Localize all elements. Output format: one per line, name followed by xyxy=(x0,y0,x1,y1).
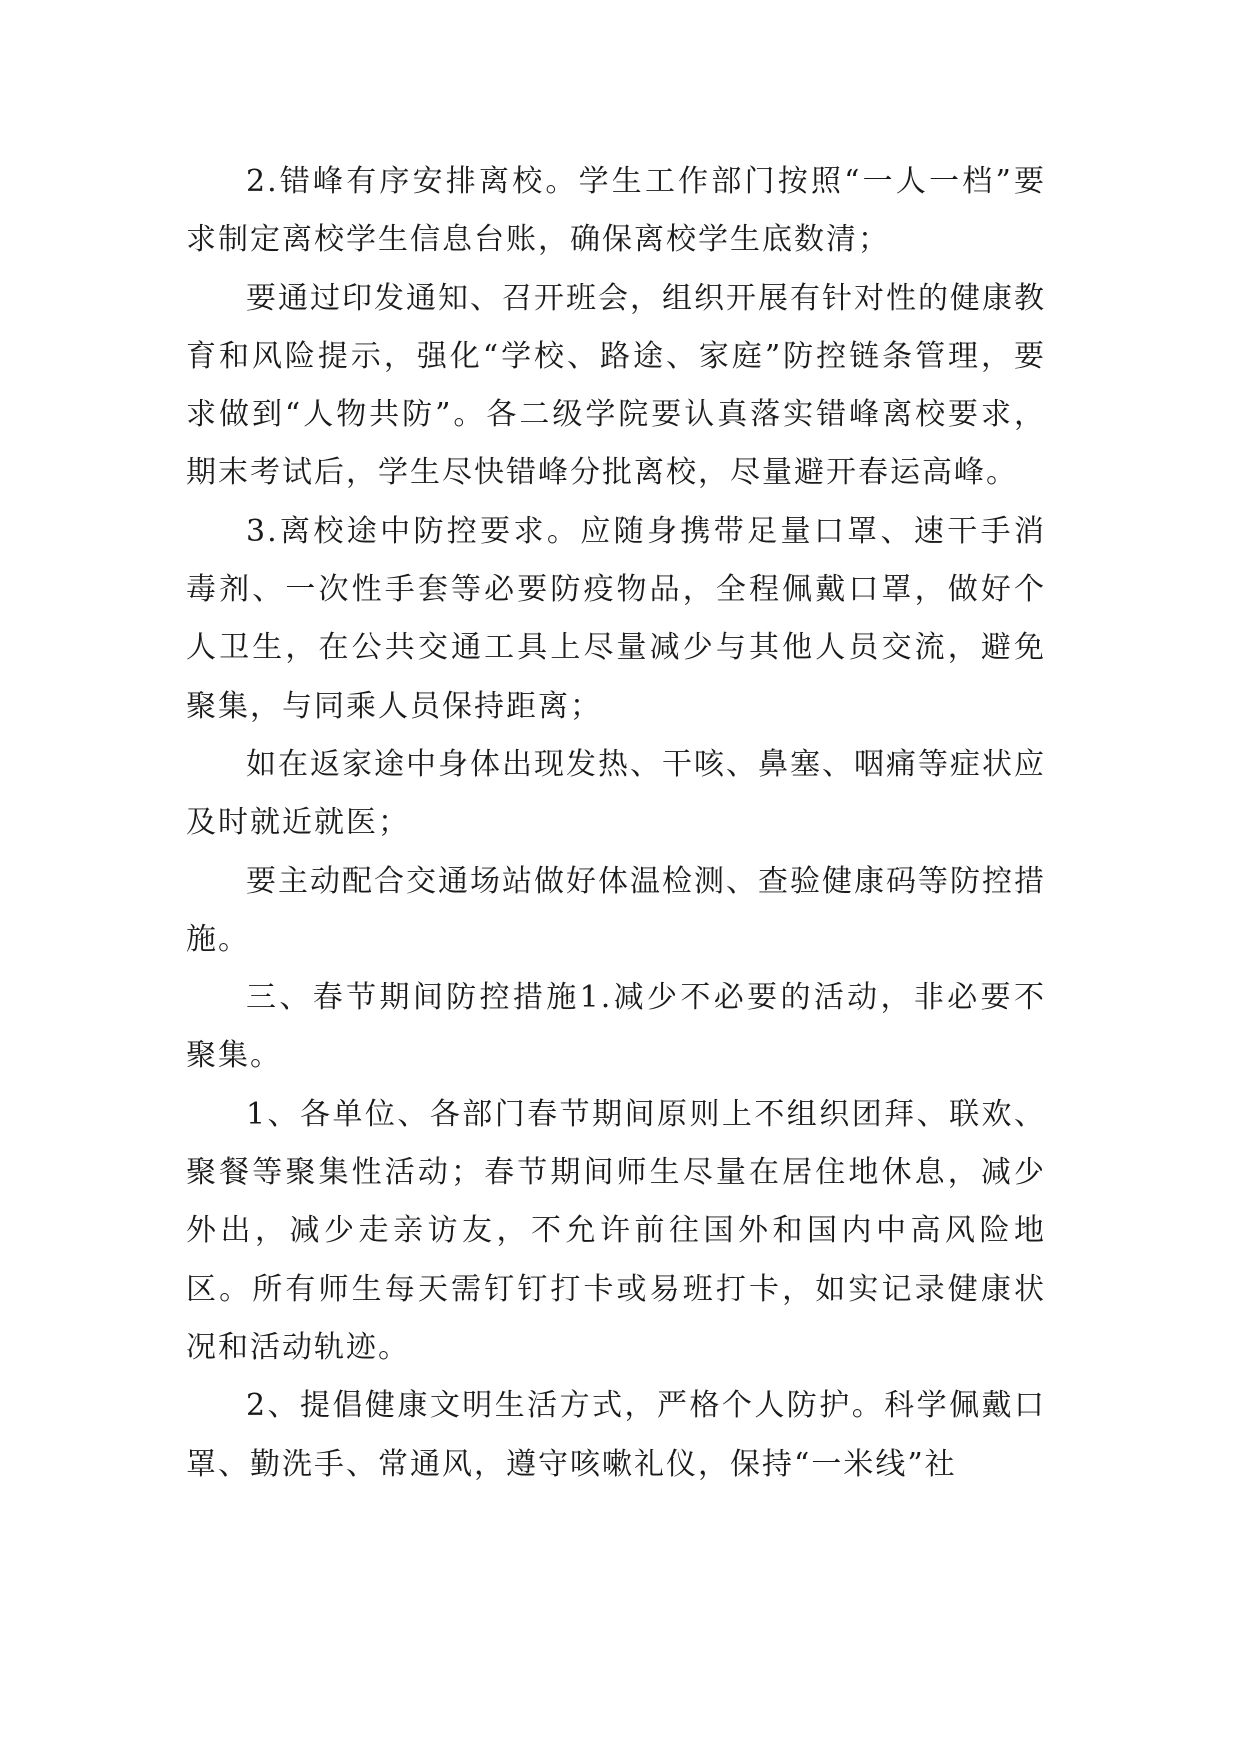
paragraph: 三、春节期间防控措施1.减少不必要的活动，非必要不聚集。 xyxy=(186,980,1046,1074)
paragraph: 要通过印发通知、召开班会，组织开展有针对性的健康教育和风险提示，强化“学校、路途、家庭”防控链条管理，要求做到“人物共防”。各二级学院要认真落实错峰离校要求，期末考试后，学生尽快错峰分批离校，尽量避开春运高峰。 xyxy=(186,280,1046,491)
paragraph: 2、提倡健康文明生活方式，严格个人防护。科学佩戴口罩、勤洗手、常通风，遵守咳嗽礼仪，保持“一米线”社 xyxy=(186,1388,1046,1482)
paragraph: 如在返家途中身体出现发热、干咳、鼻塞、咽痛等症状应及时就近就医； xyxy=(186,746,1046,841)
paragraph: 要主动配合交通场站做好体温检测、查验健康码等防控措施。 xyxy=(186,863,1046,957)
paragraph: 3.离校途中防控要求。应随身携带足量口罩、速干手消毒剂、一次性手套等必要防疫物品，全程佩戴口罩，做好个人卫生，在公共交通工具上尽量减少与其他人员交流，避免聚集，与同乘人员保持距离； xyxy=(186,513,1046,724)
document-body xyxy=(186,153,1046,1494)
paragraph: 1、各单位、各部门春节期间原则上不组织团拜、联欢、聚餐等聚集性活动；春节期间师生尽量在居住地休息，减少外出，减少走亲访友，不允许前往国外和国内中高风险地区。所有师生每天需钉钉打卡或易班打卡，如实记录健康状况和活动轨迹。 xyxy=(186,1096,1046,1365)
paragraph: 2.错峰有序安排离校。学生工作部门按照“一人一档”要求制定离校学生信息台账，确保离校学生底数清； xyxy=(186,164,1046,258)
